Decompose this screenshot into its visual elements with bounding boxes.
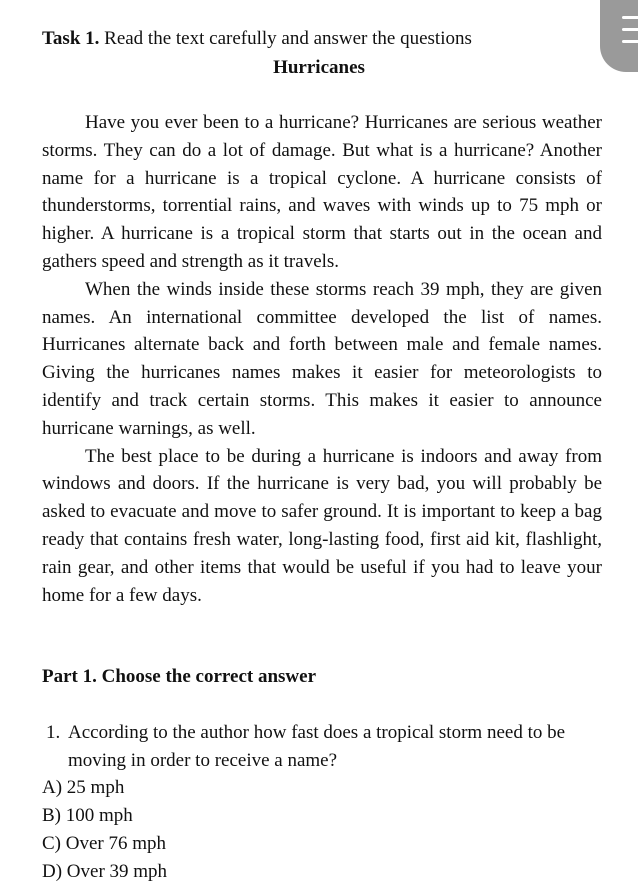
paragraph: The best place to be during a hurricane is indoors and away from windows and doors. If the hurricane is very bad, you will probably be asked to evacuate and move to safer ground. It is important to keep a bag ready that contains fresh water, long-lasting food, first aid kit, flashlight, rain gear, and other items that would be useful if you had to leave your home for a few days. bbox=[42, 445, 602, 606]
option-a[interactable]: A) 25 mph bbox=[42, 777, 125, 798]
paragraph: Have you ever been to a hurricane? Hurricanes are serious weather storms. They can do a lot of damage. But what is a hurricane? Another name for a hurricane is a tropical cyclone. A hurricane consists of thunderstorms, torrential rains, and waves with winds up to 75 mph or higher. A hurricane is a tropical storm that starts out in the ocean and gathers speed and strength as it travels. bbox=[42, 112, 602, 272]
answer-options bbox=[42, 774, 167, 886]
handle-line-icon bbox=[622, 16, 638, 19]
question-number: 1. bbox=[46, 722, 61, 743]
task-instruction: Read the text carefully and answer the questions bbox=[104, 28, 472, 49]
option-d[interactable]: D) Over 39 mph bbox=[42, 861, 168, 882]
reading-text bbox=[42, 109, 602, 609]
option-b[interactable]: B) 100 mph bbox=[42, 805, 133, 826]
option-c[interactable]: C) Over 76 mph bbox=[42, 833, 167, 854]
part-heading: Part 1. Choose the correct answer bbox=[42, 666, 317, 687]
handle-line-icon bbox=[622, 28, 638, 31]
document-title: Hurricanes bbox=[273, 57, 365, 78]
paragraph: When the winds inside these storms reach 39 mph, they are given names. An international committee developed the list of names. Hurricanes alternate back and forth between male and female names. Giving the hurricanes names makes it easier for meteorologists to identify and track certain storms. This makes it easier to announce hurricane warnings, as well. bbox=[42, 278, 602, 439]
task-heading bbox=[42, 26, 472, 52]
handle-line-icon bbox=[622, 40, 638, 43]
question-text: According to the author how fast does a tropical storm need to be moving in order to receive a name? bbox=[68, 722, 566, 771]
task-number: Task 1. bbox=[42, 28, 100, 49]
question-item bbox=[46, 719, 604, 775]
